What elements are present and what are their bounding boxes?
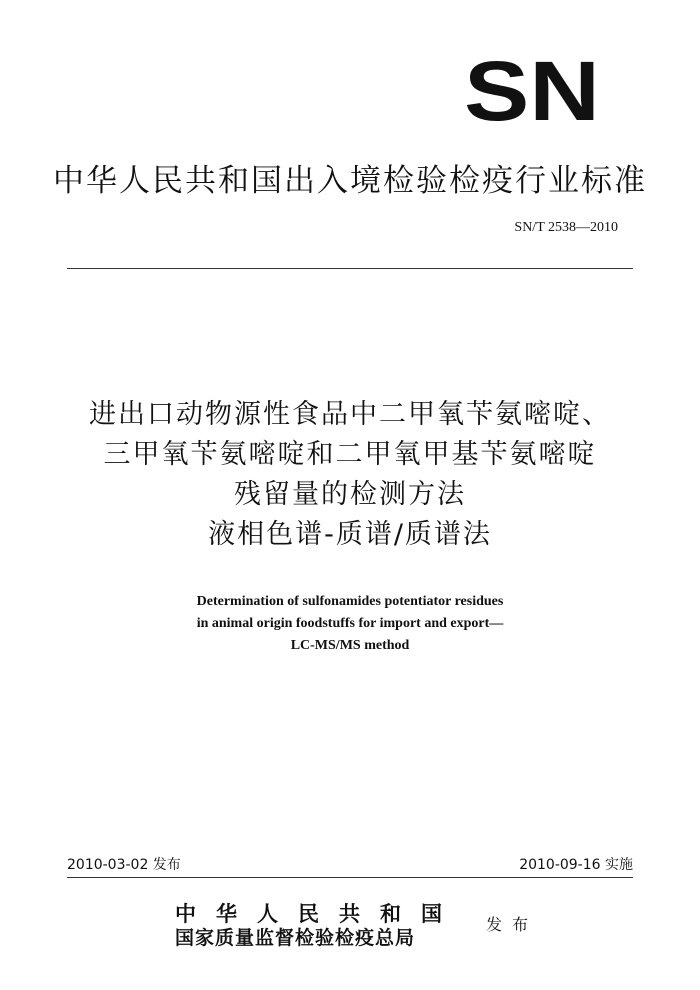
- standard-number: SN/T 2538—2010: [514, 220, 618, 235]
- english-title-line: LC-MS/MS method: [290, 638, 410, 653]
- issuer-country: 中华人民共和国: [175, 901, 462, 926]
- english-title-line: in animal origin foodstuffs for import and export—: [196, 616, 504, 631]
- chinese-title-line: 进出口动物源性食品中二甲氧苄氨嘧啶、: [89, 399, 611, 430]
- sn-logo: [462, 54, 602, 126]
- english-title-line: Determination of sulfonamides potentiator residues: [196, 594, 504, 609]
- issue-date: 2010-03-02 发布: [67, 857, 181, 873]
- issuing-authority: [175, 902, 475, 950]
- sn-logo-text: SN: [464, 54, 600, 126]
- chinese-title: [0, 395, 700, 555]
- chinese-title-line: 残留量的检测方法: [234, 479, 466, 510]
- issue-action: 发布: [486, 915, 539, 934]
- standard-type: 中华人民共和国出入境检验检疫行业标准: [53, 163, 647, 199]
- chinese-title-line: 三甲氧苄氨嘧啶和二甲氧甲基苄氨嘧啶: [103, 439, 597, 470]
- english-title: [0, 591, 700, 657]
- footer-divider: [67, 877, 633, 878]
- chinese-title-line: 液相色谱-质谱/质谱法: [208, 519, 492, 550]
- header-divider: [67, 268, 633, 269]
- implementation-date: 2010-09-16 实施: [519, 857, 633, 873]
- issuer-agency: 国家质量监督检验检疫总局: [175, 927, 416, 949]
